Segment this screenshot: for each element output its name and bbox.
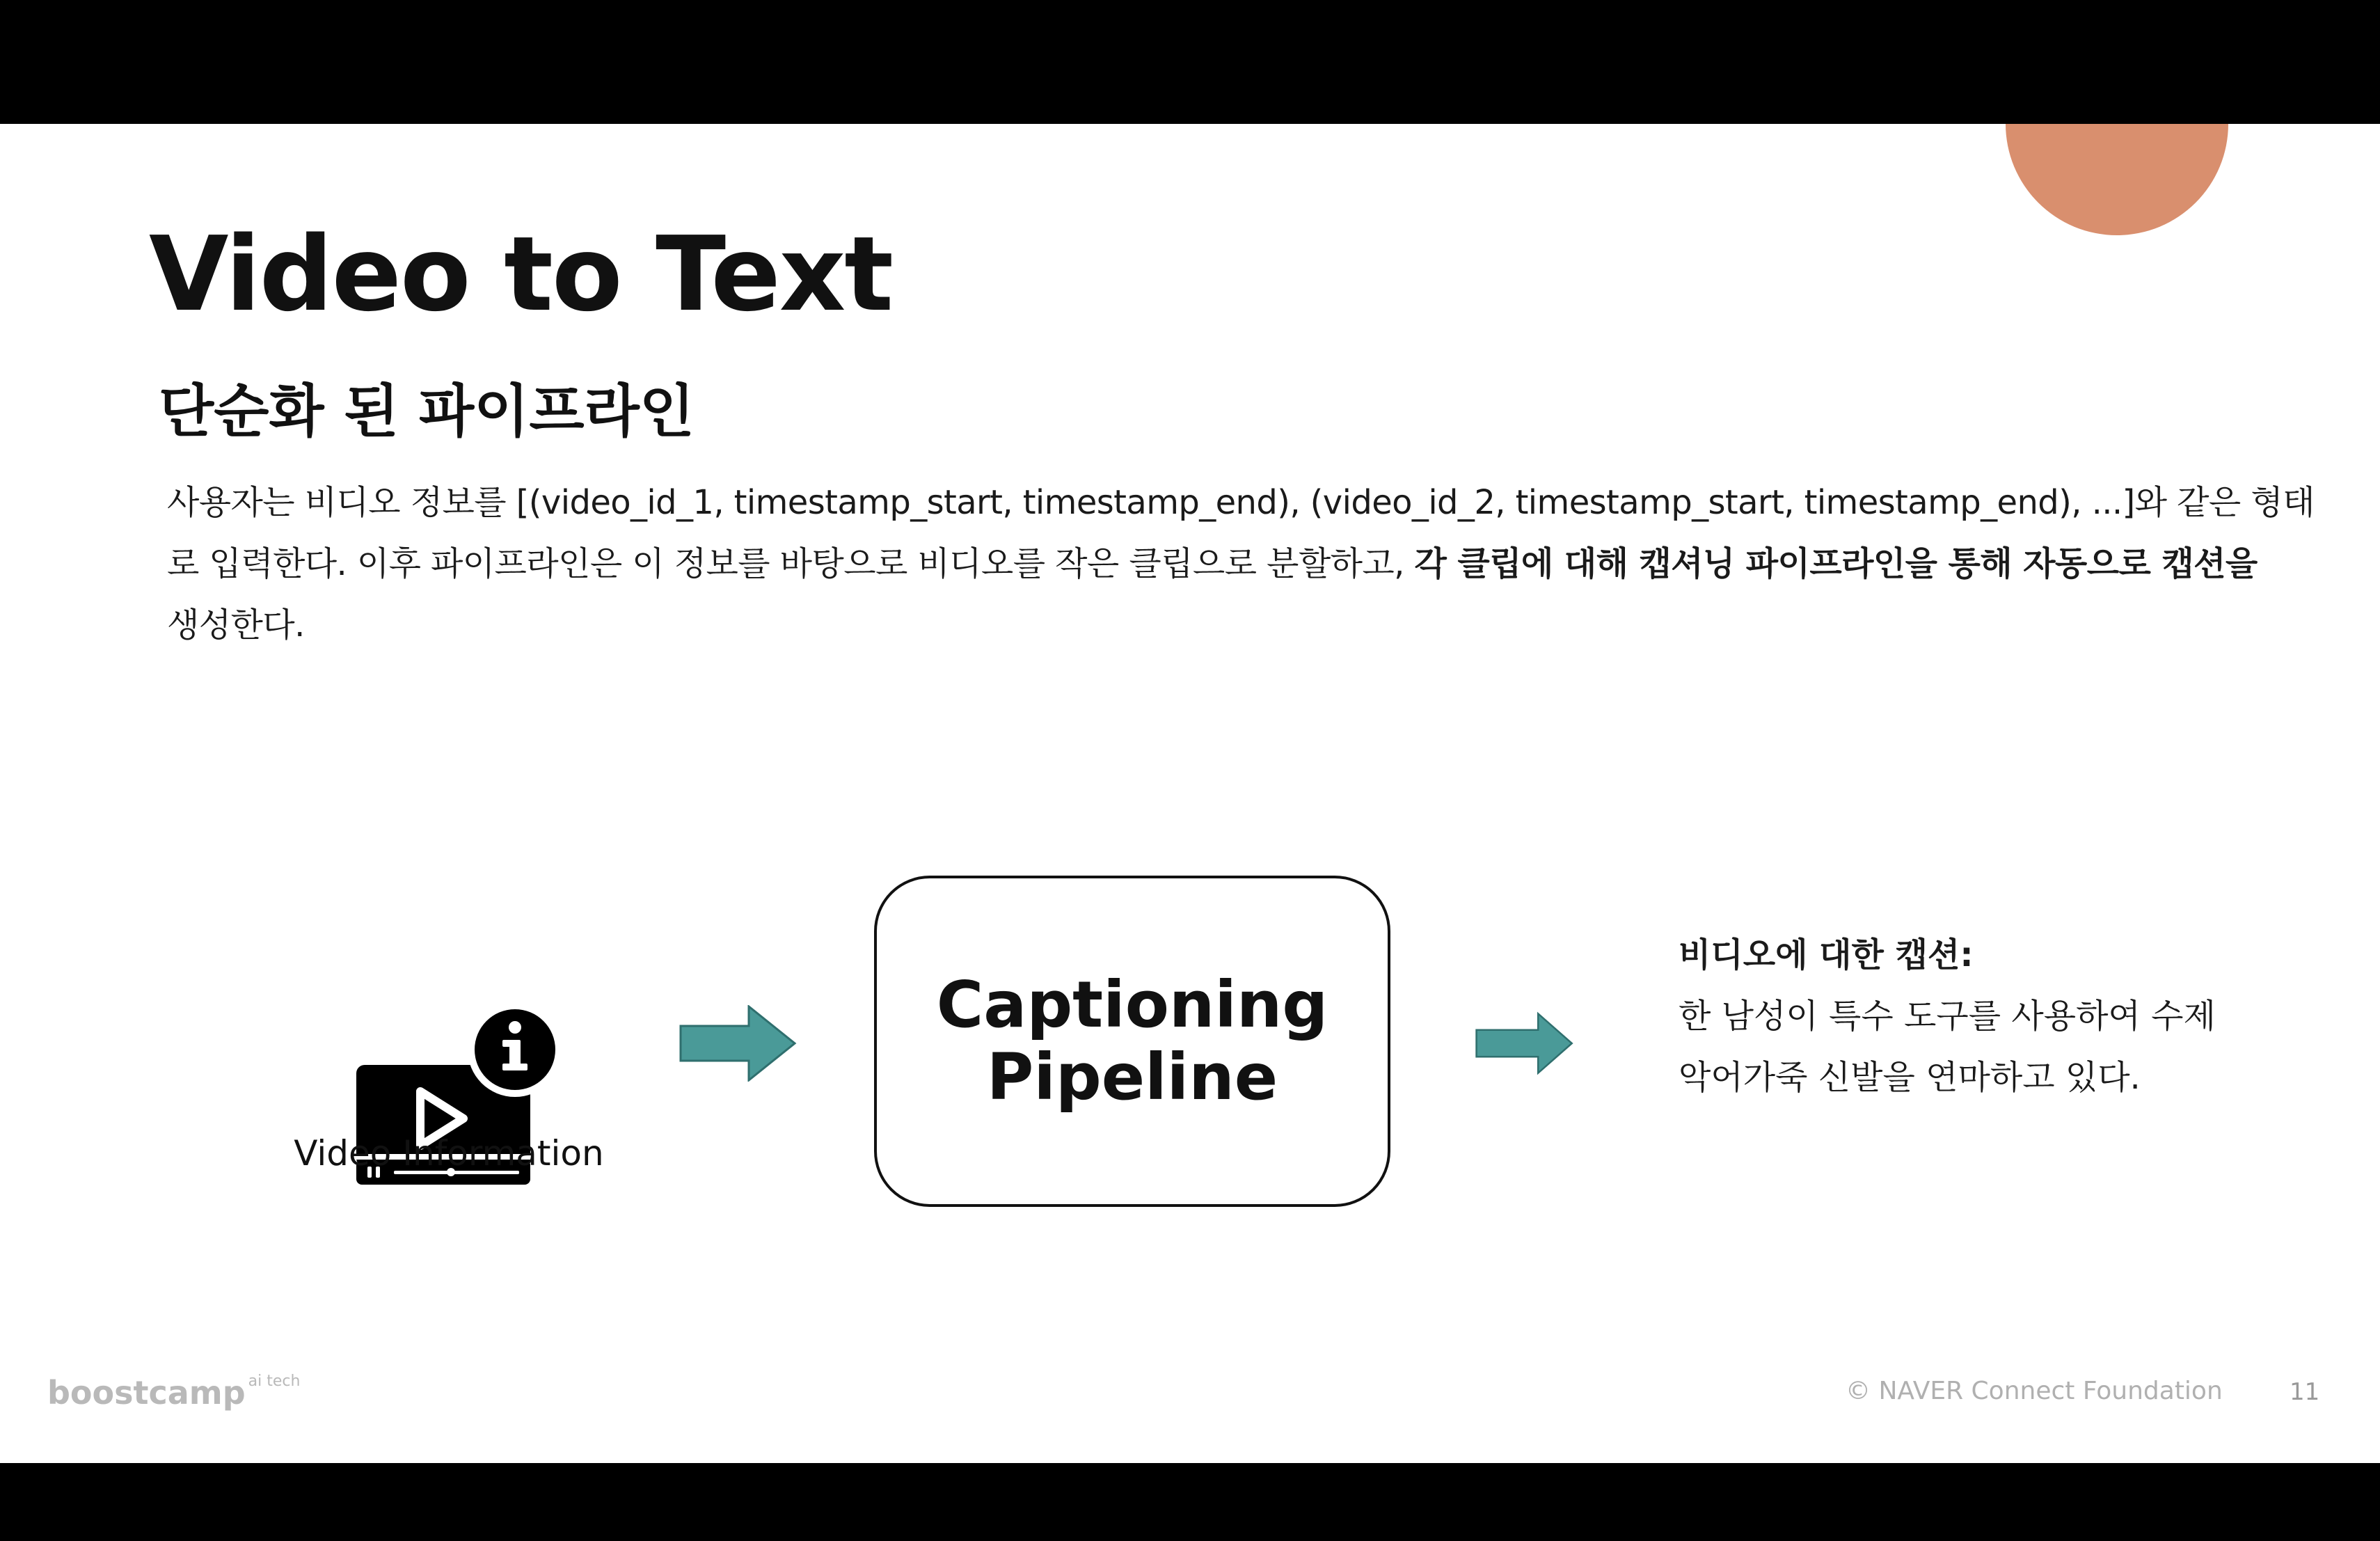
brand-suffix: ai tech (248, 1373, 301, 1390)
paragraph-line-3: 생성한다. (167, 606, 305, 645)
caption-result-line-1: 한 남성이 특수 도구를 사용하여 수제 (1679, 997, 2216, 1036)
paragraph-line-1: 사용자는 비디오 정보를 [(video_id_1, timestamp_start, timestamp_end), (video_id_2, timestamp_start, timestamp_end), ...]와 같은 형태 (167, 483, 2315, 522)
copyright-text: © NAVER Connect Foundation (1846, 1377, 2223, 1405)
pipeline-label-line-2: Pipeline (986, 1040, 1278, 1114)
captioning-pipeline-box (874, 876, 1390, 1207)
video-information-label: Video Information (294, 1133, 604, 1173)
video-info-icon (354, 1002, 562, 1211)
decorative-circle (2006, 124, 2228, 235)
slide-title: Video to Text (149, 214, 893, 334)
caption-result-line-2: 악어가죽 신발을 연마하고 있다. (1679, 1058, 2141, 1097)
caption-result-heading: 비디오에 대한 캡션: (1679, 935, 1974, 974)
paragraph-line-2-bold: 각 클립에 대해 캡셔닝 파이프라인을 통해 자동으로 캡션을 (1414, 544, 2258, 583)
brand-name: boostcamp (47, 1374, 246, 1412)
arrow-right-icon (679, 1005, 798, 1082)
pipeline-label-line-1: Captioning (936, 967, 1328, 1042)
caption-result (1679, 924, 2216, 1108)
slide (0, 124, 2380, 1463)
page-number: 11 (2290, 1378, 2320, 1406)
arrow-right-icon (1467, 1011, 1582, 1075)
slide-subtitle: 단순화 된 파이프라인 (159, 379, 695, 445)
paragraph-line-2-normal: 로 입력한다. 이후 파이프라인은 이 정보를 바탕으로 비디오를 작은 클립으로 분할하고, (167, 544, 1415, 583)
boostcamp-logo (47, 1373, 300, 1412)
paragraph-line-2 (167, 533, 2258, 594)
description-paragraph (167, 472, 2315, 656)
